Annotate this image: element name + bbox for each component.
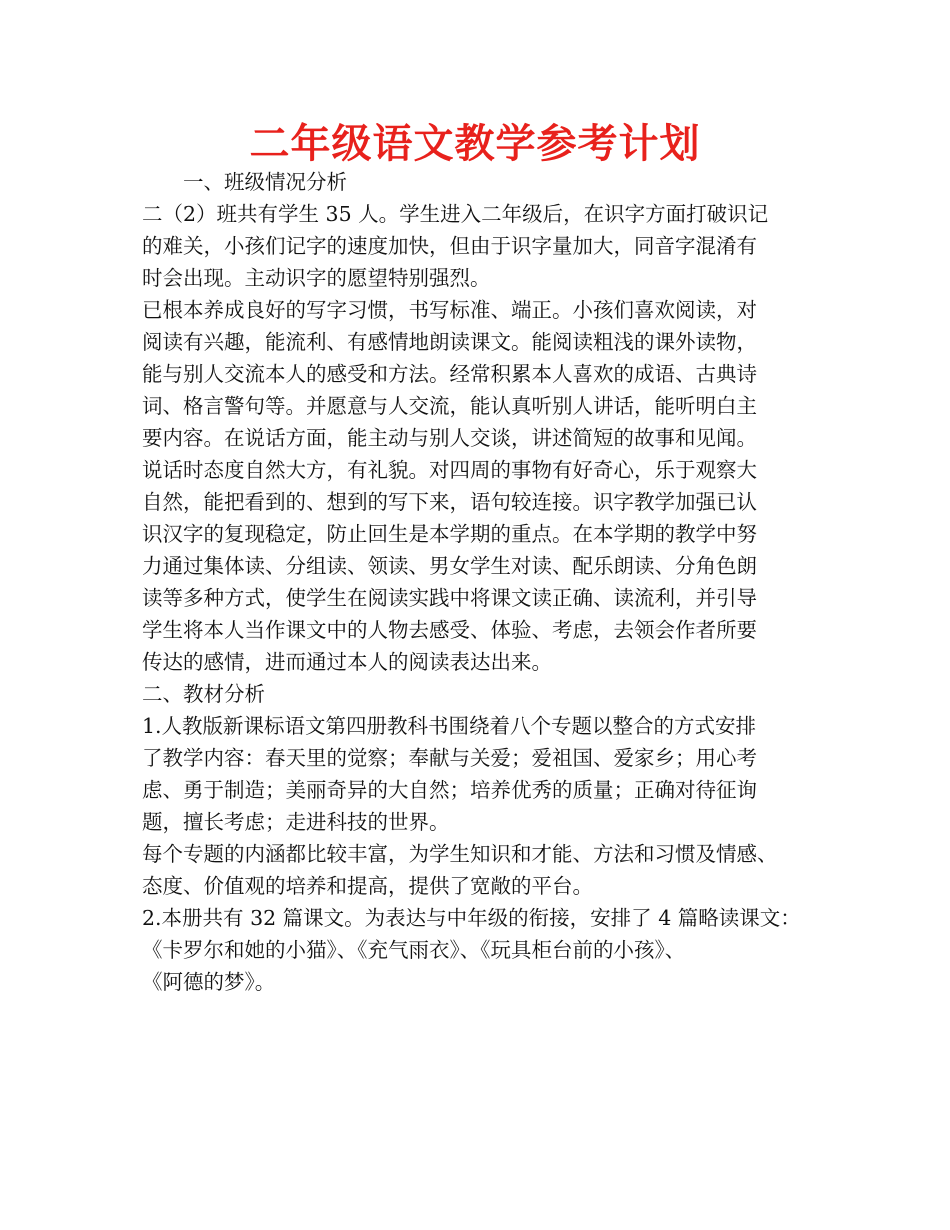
paragraph-line: 自然，能把看到的、想到的写下来，语句较连接。识字教学加强已认 (142, 490, 757, 514)
paragraph-line: 态度、价值观的培养和提高，提供了宽敞的平台。 (142, 874, 593, 898)
paragraph-line: 说话时态度自然大方，有礼貌。对四周的事物有好奇心，乐于观察大 (142, 458, 757, 482)
paragraph-line: 读等多种方式，使学生在阅读实践中将课文读正确、读流利，并引导 (142, 586, 757, 610)
paragraph-line: 传达的感情，进而通过本人的阅读表达出来。 (142, 650, 552, 674)
paragraph-line: 《卡罗尔和她的小猫》、《充气雨衣》、《玩具柜台前的小孩》、 (142, 938, 686, 962)
paragraph-line: 题，擅长考虑；走进科技的世界。 (142, 810, 450, 834)
paragraph-line: 词、格言警句等。并愿意与人交流，能认真听别人讲话，能听明白主 (142, 394, 757, 418)
paragraph-line: 的难关，小孩们记字的速度加快，但由于识字量加大，同音字混淆有 (142, 234, 757, 258)
paragraph-line: 识汉字的复现稳定，防止回生是本学期的重点。在本学期的教学中努 (142, 522, 757, 546)
paragraph-line: 已根本养成良好的写字习惯，书写标准、端正。小孩们喜欢阅读，对 (142, 298, 757, 322)
paragraph-line: 阅读有兴趣，能流利、有感情地朗读课文。能阅读粗浅的课外读物， (142, 330, 757, 354)
section-heading-textbook-analysis: 二、教材分析 (142, 682, 265, 706)
paragraph-line: 学生将本人当作课文中的人物去感受、体验、考虑，去领会作者所要 (142, 618, 757, 642)
paragraph-line: 二（2）班共有学生 35 人。学生进入二年级后，在识字方面打破识记 (142, 202, 769, 226)
paragraph-line: 2.本册共有 32 篇课文。为表达与中年级的衔接，安排了 4 篇略读课文： (142, 906, 801, 930)
section-heading-class-analysis: 一、班级情况分析 (183, 170, 347, 194)
paragraph-line: 时会出现。主动识字的愿望特别强烈。 (142, 266, 491, 290)
paragraph-line: 了教学内容：春天里的觉察；奉献与关爱；爱祖国、爱家乡；用心考 (142, 746, 757, 770)
paragraph-line: 能与别人交流本人的感受和方法。经常积累本人喜欢的成语、古典诗 (142, 362, 757, 386)
paragraph-line: 《阿德的梦》。 (142, 970, 276, 994)
paragraph-line: 要内容。在说话方面，能主动与别人交谈，讲述简短的故事和见闻。 (142, 426, 757, 450)
document-title: 二年级语文教学参考计划 (249, 121, 701, 167)
paragraph-line: 力通过集体读、分组读、领读、男女学生对读、配乐朗读、分角色朗 (142, 554, 757, 578)
paragraph-line: 每个专题的内涵都比较丰富，为学生知识和才能、方法和习惯及情感、 (142, 842, 778, 866)
document-body (142, 166, 842, 998)
paragraph-line: 虑、勇于制造；美丽奇异的大自然；培养优秀的质量；正确对待征询 (142, 778, 757, 802)
paragraph-line: 1.人教版新课标语文第四册教科书围绕着八个专题以整合的方式安排 (142, 714, 757, 738)
